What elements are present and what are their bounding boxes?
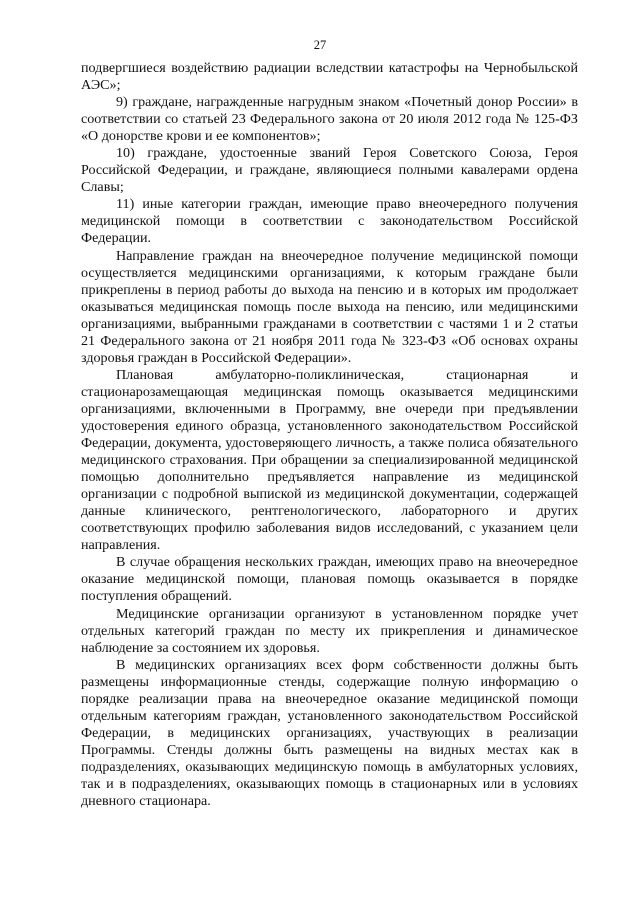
paragraph-9: В медицинских организациях всех форм собственности должны быть размещены информационные стенды, содержащие полную информацию о порядке реализации права на внеочередное оказание медицинской помощи отдельным категориям граждан, установленного законодательством Российской Федерации, в медицинских организациях, участвующих в реализации Программы. Стенды должны быть размещены на видных местах как в подразделениях, оказывающих медицинскую помощь в амбулаторных условиях, так и в подразделениях, оказывающих помощь в стационарных или в условиях дневного стационара. (81, 656, 578, 810)
paragraph-8: Медицинские организации организуют в установленном порядке учет отдельных категорий граждан по месту их прикрепления и динамическое наблюдение за состоянием их здоровья. (81, 605, 578, 656)
page-number: 27 (313, 38, 327, 52)
paragraph-7: В случае обращения нескольких граждан, имеющих право на внеочередное оказание медицинской помощи, плановая помощь оказывается в порядке поступления обращений. (81, 554, 578, 605)
paragraph-5: Направление граждан на внеочередное получение медицинской помощи осуществляется медицинскими организациями, к которым граждане были прикреплены в период работы до выхода на пенсию и в которых им продолжает оказываться медицинская помощь после выхода на пенсию, или медицинскими организациями, выбранными гражданами в соответствии с частями 1 и 2 статьи 21 Федерального закона от 21 ноября 2011 года № 323-ФЗ «Об основах охраны здоровья граждан в Российской Федерации». (81, 247, 578, 366)
paragraph-4: 11) иные категории граждан, имеющие право внеочередного получения медицинской помощи в соответствии с законодательством Российской Федерации. (81, 196, 578, 247)
paragraph-2: 9) граждане, награжденные нагрудным знаком «Почетный донор России» в соответствии со статьей 23 Федерального закона от 20 июля 2012 года № 125-ФЗ «О донорстве крови и ее компонентов»; (81, 94, 578, 145)
document-body (81, 60, 578, 810)
paragraph-3: 10) граждане, удостоенные званий Героя Советского Союза, Героя Российской Федерации, и граждане, являющиеся полными кавалерами ордена Славы; (81, 145, 578, 196)
paragraph-6: Плановая амбулаторно-поликлиническая, стационарная и стационарозамещающая медицинская помощь оказывается медицинскими организациями, включенными в Программу, вне очереди при предъявлении удостоверения единого образца, установленного законодательством Российской Федерации, документа, удостоверяющего личность, а также полиса обязательного медицинского страхования. При обращении за специализированной медицинской помощью дополнительно предъявляется направление из медицинской организации с подробной выпиской из медицинской документации, содержащей данные клинического, рентгенологического, лабораторного и других соответствующих профилю заболевания видов исследований, с указанием цели направления. (81, 366, 578, 554)
paragraph-1: подвергшиеся воздействию радиации вследствии катастрофы на Чернобыльской АЭС»; (81, 60, 578, 94)
